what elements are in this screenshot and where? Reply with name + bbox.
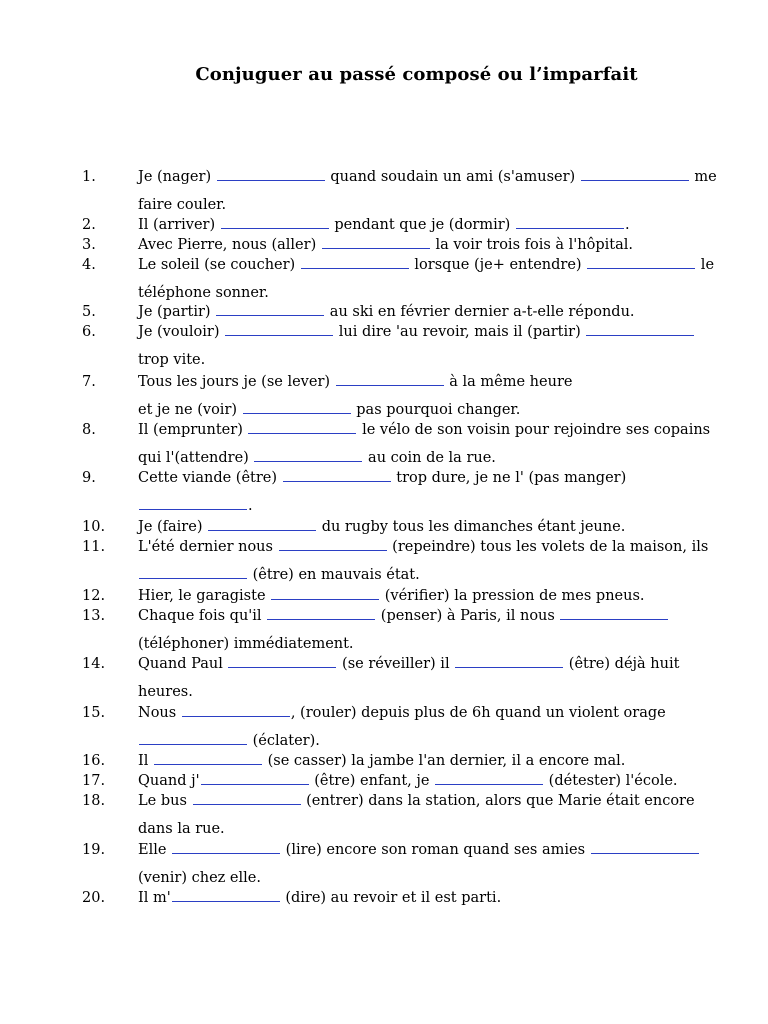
exercise-sentence: Hier, le garagiste (vérifier) la pression de mes pneus.	[138, 588, 645, 604]
item-number: 8.	[82, 422, 96, 438]
answer-blank[interactable]	[217, 179, 325, 181]
answer-blank[interactable]	[216, 314, 324, 316]
answer-blank[interactable]	[336, 384, 444, 386]
item-number: 19.	[82, 842, 106, 858]
answer-blank[interactable]	[516, 227, 624, 229]
answer-blank[interactable]	[283, 480, 391, 482]
exercise-sentence: Il m' (dire) au revoir et il est parti.	[138, 890, 502, 906]
item-number: 18.	[82, 793, 106, 809]
exercise-sentence: Le bus (entrer) dans la station, alors que Marie était encore	[138, 793, 695, 809]
answer-blank[interactable]	[587, 267, 695, 269]
exercise-sentence: Je (nager) quand soudain un ami (s'amuser) me	[138, 169, 717, 185]
exercise-sentence: Avec Pierre, nous (aller) la voir trois fois à l'hôpital.	[138, 237, 633, 253]
answer-blank[interactable]	[172, 900, 280, 902]
item-number: 20.	[82, 890, 106, 906]
exercise-sentence-continued: (venir) chez elle.	[138, 870, 261, 886]
exercise-sentence-continued: trop vite.	[138, 352, 206, 368]
item-number: 11.	[82, 539, 106, 555]
answer-blank[interactable]	[455, 666, 563, 668]
item-number: 14.	[82, 656, 106, 672]
answer-blank[interactable]	[581, 179, 689, 181]
answer-blank[interactable]	[435, 783, 543, 785]
answer-blank[interactable]	[182, 715, 290, 717]
answer-blank[interactable]	[254, 460, 362, 462]
item-number: 15.	[82, 705, 106, 721]
item-number: 4.	[82, 257, 96, 273]
exercise-sentence: Quand Paul (se réveiller) il (être) déjà huit	[138, 656, 680, 672]
exercise-sentence: Il (arriver) pendant que je (dormir) .	[138, 217, 630, 233]
exercise-sentence: Il (emprunter) le vélo de son voisin pour rejoindre ses copains	[138, 422, 711, 438]
answer-blank[interactable]	[279, 549, 387, 551]
item-number: 16.	[82, 753, 106, 769]
answer-blank[interactable]	[172, 852, 280, 854]
answer-blank[interactable]	[243, 412, 351, 414]
answer-blank[interactable]	[225, 334, 333, 336]
answer-blank[interactable]	[560, 618, 668, 620]
exercise-sentence: Cette viande (être) trop dure, je ne l' (pas manger)	[138, 470, 627, 486]
exercise-sentence: Il (se casser) la jambe l'an dernier, il a encore mal.	[138, 753, 626, 769]
answer-blank[interactable]	[208, 529, 316, 531]
answer-blank[interactable]	[322, 247, 430, 249]
answer-blank[interactable]	[591, 852, 699, 854]
answer-blank[interactable]	[201, 783, 309, 785]
answer-blank[interactable]	[139, 508, 247, 510]
page-title: Conjuguer au passé composé ou l’imparfait	[195, 64, 638, 85]
exercise-sentence: Tous les jours je (se lever) à la même heure	[138, 374, 573, 390]
answer-blank[interactable]	[586, 334, 694, 336]
exercise-sentence-continued: téléphone sonner.	[138, 285, 269, 301]
exercise-sentence: Nous , (rouler) depuis plus de 6h quand un violent orage	[138, 705, 666, 721]
item-number: 9.	[82, 470, 96, 486]
exercise-sentence-continued: .	[138, 497, 253, 515]
item-number: 12.	[82, 588, 106, 604]
answer-blank[interactable]	[248, 432, 356, 434]
answer-blank[interactable]	[221, 227, 329, 229]
answer-blank[interactable]	[271, 598, 379, 600]
exercise-sentence-continued: et je ne (voir) pas pourquoi changer.	[138, 402, 521, 418]
exercise-sentence: Je (faire) du rugby tous les dimanches étant jeune.	[138, 519, 626, 535]
item-number: 10.	[82, 519, 106, 535]
answer-blank[interactable]	[267, 618, 375, 620]
exercise-sentence: Quand j' (être) enfant, je (détester) l'école.	[138, 773, 678, 789]
exercise-sentence: Elle (lire) encore son roman quand ses amies	[138, 841, 700, 859]
answer-blank[interactable]	[154, 763, 262, 765]
item-number: 5.	[82, 304, 96, 320]
answer-blank[interactable]	[193, 803, 301, 805]
item-number: 3.	[82, 237, 96, 253]
answer-blank[interactable]	[228, 666, 336, 668]
exercise-sentence-continued: (être) en mauvais état.	[138, 566, 420, 584]
exercise-sentence: L'été dernier nous (repeindre) tous les volets de la maison, ils	[138, 539, 709, 555]
exercise-sentence: Chaque fois qu'il (penser) à Paris, il nous	[138, 607, 669, 625]
item-number: 17.	[82, 773, 106, 789]
answer-blank[interactable]	[301, 267, 409, 269]
exercise-sentence: Je (partir) au ski en février dernier a-t-elle répondu.	[138, 304, 635, 320]
answer-blank[interactable]	[139, 743, 247, 745]
item-number: 1.	[82, 169, 96, 185]
item-number: 13.	[82, 608, 106, 624]
exercise-sentence-continued: heures.	[138, 684, 193, 700]
item-number: 2.	[82, 217, 96, 233]
exercise-sentence: Le soleil (se coucher) lorsque (je+ entendre) le	[138, 257, 715, 273]
exercise-sentence-continued: (téléphoner) immédiatement.	[138, 636, 354, 652]
exercise-sentence-continued: dans la rue.	[138, 821, 225, 837]
exercise-sentence-continued: faire couler.	[138, 197, 227, 213]
exercise-sentence-continued: (éclater).	[138, 732, 320, 750]
exercise-sentence-continued: qui l'(attendre) au coin de la rue.	[138, 450, 496, 466]
item-number: 7.	[82, 374, 96, 390]
exercise-sentence: Je (vouloir) lui dire 'au revoir, mais il (partir)	[138, 323, 695, 341]
item-number: 6.	[82, 324, 96, 340]
answer-blank[interactable]	[139, 577, 247, 579]
